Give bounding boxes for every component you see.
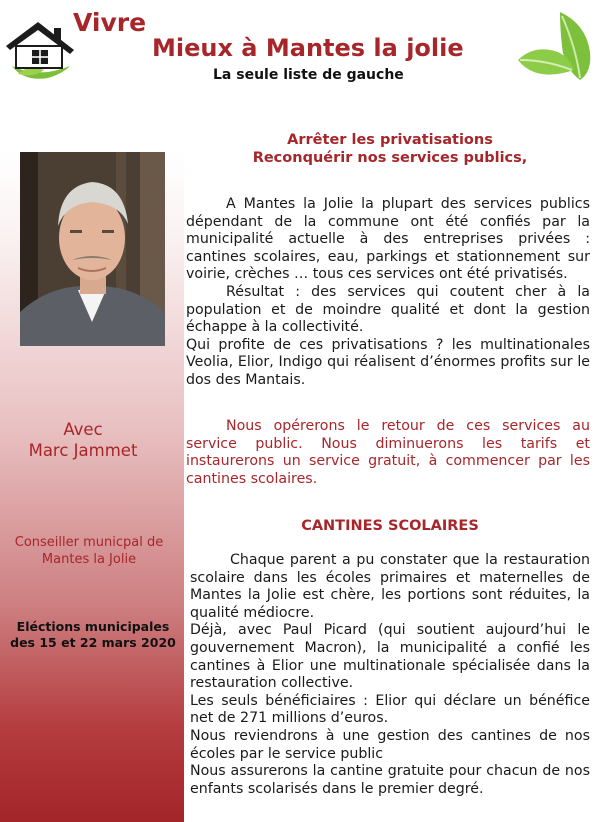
avec-label: Avec xyxy=(63,420,103,439)
section2-body xyxy=(190,552,590,798)
page-title: Mieux à Mantes la jolie xyxy=(152,34,464,62)
election-dates xyxy=(0,619,186,651)
paragraph: Les seuls bénéficiaires : Elior qui déclare un bénéfice net de 271 millions d’euros. xyxy=(190,692,590,727)
house-icon xyxy=(4,20,76,82)
paragraph: Déjà, avec Paul Picard (qui soutient aujourd’hui le gouvernement Macron), la municipalité a confié les cantines à Elior une multinationale spécialisée dans la restauration collective. xyxy=(190,622,590,692)
candidate-photo xyxy=(20,152,165,346)
paragraph: A Mantes la Jolie la plupart des services publics dépendant de la commune ont été confiés par la municipalité actuelle à des entreprises privées : cantines scolaires, eau, parkings et stationnement sur voirie, crèches … tous ces services ont été privatisés. xyxy=(186,196,590,283)
paragraph: Nous reviendrons à une gestion des cantines de nos écoles par le service public xyxy=(190,727,590,762)
paragraph: Chaque parent a pu constater que la restauration scolaire dans les écoles primaires et maternelles de Mantes la Jolie est chère, les portions sont réduites, la qualité médiocre. xyxy=(190,552,590,621)
elections-line-1: Eléctions municipales xyxy=(16,619,170,634)
paragraph: Nous assurerons la cantine gratuite pour chacun de nos enfants scolarisés dans le premier degré. xyxy=(190,763,590,797)
section-heading-privatisations xyxy=(190,131,590,167)
paragraph: Résultat : des services qui coutent cher à la population et de moindre qualité et dont la gestion échappe à la collectivité. xyxy=(186,283,590,336)
leaves-icon xyxy=(516,8,594,82)
candidate-name-block xyxy=(0,419,166,461)
section1-body xyxy=(186,196,590,390)
candidate-role xyxy=(0,534,178,568)
elections-line-2: des 15 et 22 mars 2020 xyxy=(10,635,176,650)
section-heading-cantines: CANTINES SCOLAIRES xyxy=(301,518,479,534)
paragraph: Qui profite de ces privatisations ? les multinationales Veolia, Elior, Indigo qui réalisent d’énormes profits sur le dos des Mantais. xyxy=(186,336,590,388)
paragraph: Nous opérerons le retour de ces services au service public. Nous diminuerons les tarifs et instaurerons un service gratuit, à commencer par les cantines scolaires. xyxy=(186,418,590,487)
brand-vivre: Vivre xyxy=(73,8,147,37)
candidate-name: Marc Jammet xyxy=(28,441,138,460)
heading-line-2: Reconquérir nos services publics, xyxy=(252,150,528,166)
section1-promise xyxy=(186,418,590,488)
role-line-1: Conseiller municpal de xyxy=(14,535,164,550)
role-line-2: Mantes la Jolie xyxy=(41,552,137,567)
heading-line-1: Arrêter les privatisations xyxy=(287,132,493,148)
page-subtitle: La seule liste de gauche xyxy=(213,67,404,83)
